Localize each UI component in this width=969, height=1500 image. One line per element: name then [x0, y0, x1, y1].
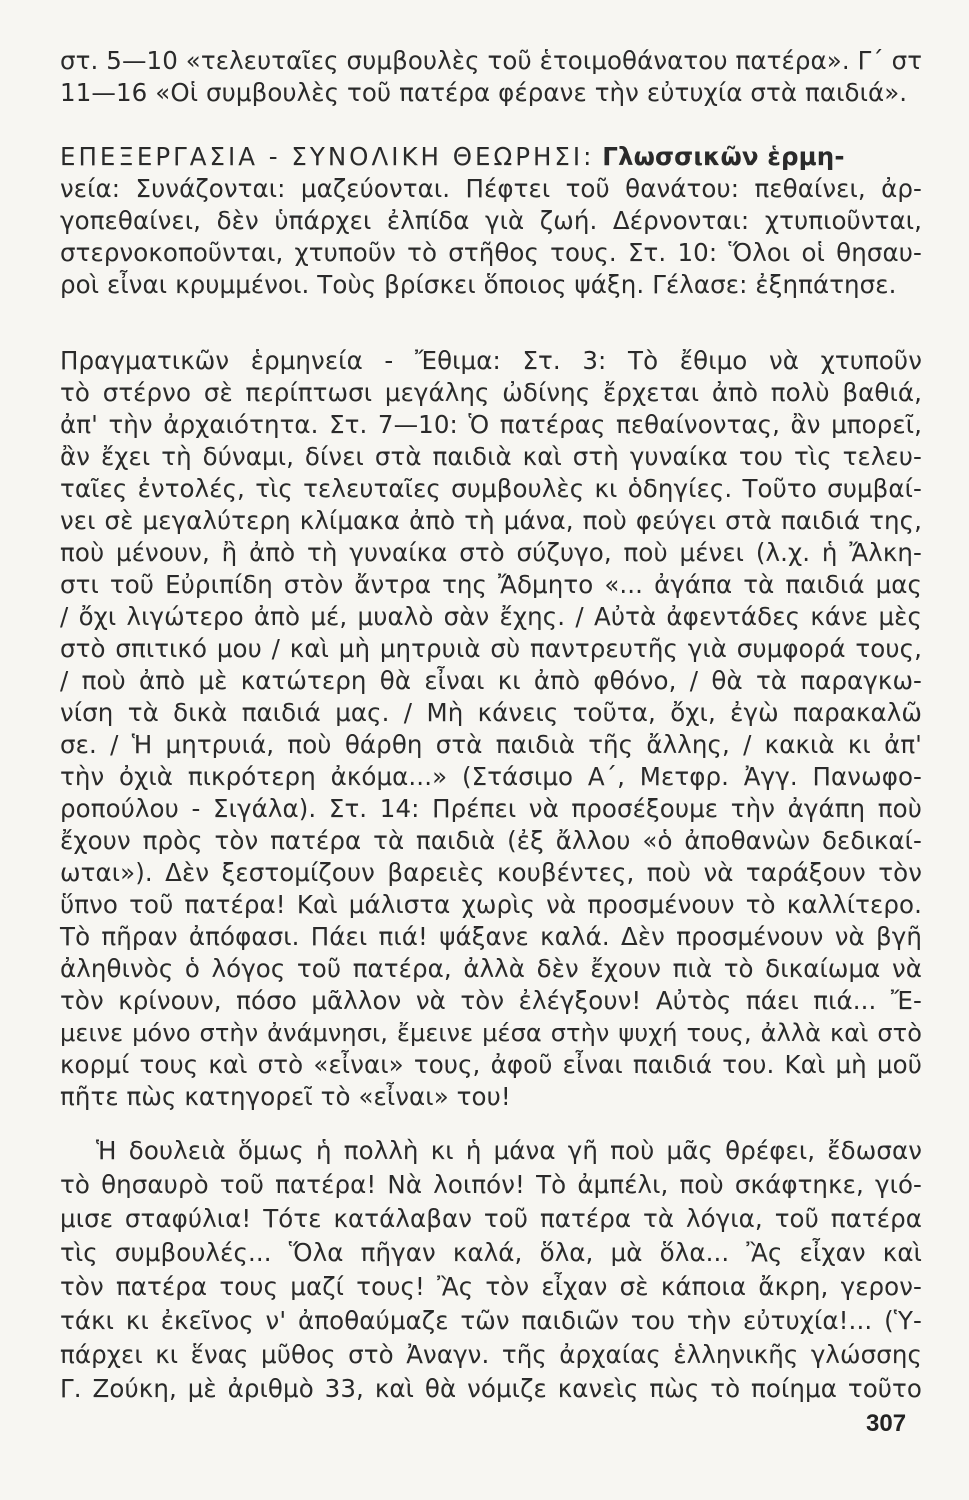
- text-line: νεία: Συνάζονται: μαζεύονται. Πέφτει τοῦ θανάτου: πεθαίνει, ἀρ-: [60, 174, 922, 203]
- heading-caps: ΕΠΕΞΕΡΓΑΣΙΑ - ΣΥΝΟΛΙΚΗ ΘΕΩΡΗΣΙ:: [60, 142, 595, 171]
- text-line: Τὸ πῆραν ἀπόφασι. Πάει πιά! ψάξανε καλά. Δὲν προσμένουν νὰ βγῆ: [60, 922, 922, 951]
- heading-bold: Γλωσσικῶν ἑρμη-: [602, 142, 845, 171]
- text-line: τὸ θησαυρὸ τοῦ πατέρα! Νὰ λοιπόν! Τὸ ἀμπέλι, ποὺ σκάφτηκε, γιό-: [60, 1170, 922, 1199]
- section-heading: [60, 142, 922, 172]
- text-line: 11—16 «Οἱ συμβουλὲς τοῦ πατέρα φέρανε τὴν εὐτυχία στὰ παιδιά».: [60, 78, 908, 107]
- page-number: 307: [866, 1410, 907, 1437]
- text-line: τὶς συμβουλές... Ὅλα πῆγαν καλά, ὅλα, μὰ ὅλα... Ἂς εἶχαν καὶ: [60, 1238, 922, 1267]
- text-line: Γ. Ζούκη, μὲ ἀριθμὸ 33, καὶ θὰ νόμιζε κανεὶς πὼς τὸ ποίημα τοῦτο: [60, 1374, 922, 1403]
- text-line: γοπεθαίνει, δὲν ὑπάρχει ἐλπίδα γιὰ ζωή. Δέρνονται: χτυπιοῦνται,: [60, 206, 922, 235]
- text-line: τάκι κι ἐκεῖνος ν' ἀποθαύμαζε τῶν παιδιῶν του τὴν εὐτυχία!... (Ὑ-: [60, 1306, 922, 1335]
- text-line: στ. 5—10 «τελευταῖες συμβουλὲς τοῦ ἑτοιμοθάνατου πατέρα». Γ΄ στ: [60, 46, 923, 75]
- text-line: στερνοκοποῦνται, χτυποῦν τὸ στῆθος τους. Στ. 10: Ὅλοι οἱ θησαυ-: [60, 238, 922, 267]
- text-line: μεινε μόνο στὴν ἀνάμνησι, ἔμεινε μέσα στὴν ψυχή τους, ἀλλὰ καὶ στὸ: [60, 1019, 922, 1047]
- text-line: στὸ σπιτικό μου / καὶ μὴ μητρυιὰ σὺ παντρευτῆς γιὰ συμφορά τους,: [60, 634, 922, 663]
- text-line: ωται»). Δὲν ξεστομίζουν βαρειὲς κουβέντες, ποὺ νὰ ταράξουν τὸν: [60, 858, 922, 887]
- text-line: μισε σταφύλια! Τότε κατάλαβαν τοῦ πατέρα τὰ λόγια, τοῦ πατέρα: [60, 1204, 922, 1233]
- text-line: σε. / Ἡ μητρυιά, ποὺ θάρθη στὰ παιδιὰ τῆς ἄλλης, / κακιὰ κι ἀπ': [60, 730, 922, 759]
- text-line: / ποὺ ἀπὸ μὲ κατώτερη θὰ εἶναι κι ἀπὸ φθόνο, / θὰ τὰ παραγκω-: [60, 666, 922, 695]
- text-line: ροὶ εἶναι κρυμμένοι. Τοὺς βρίσκει ὅποιος ψάξη. Γέλασε: ἐξηπάτησε.: [60, 270, 897, 299]
- text-line: πάρχει κι ἕνας μῦθος στὸ Ἀναγν. τῆς ἀρχαίας ἑλληνικῆς γλώσσης: [60, 1340, 922, 1369]
- text-line: κορμί τους καὶ στὸ «εἶναι» τους, ἀφοῦ εἶναι παιδιά του. Καὶ μὴ μοῦ: [60, 1050, 922, 1079]
- text-line: ταῖες ἐντολές, τὶς τελευταῖες συμβουλὲς κι ὁδηγίες. Τοῦτο συμβαί-: [60, 474, 922, 503]
- text-line: νίση τὰ δικὰ παιδιά μας. / Μὴ κάνεις τοῦτα, ὄχι, ἐγὼ παρακαλῶ: [60, 698, 922, 727]
- text-line: ἀληθινὸς ὁ λόγος τοῦ πατέρα, ἀλλὰ δὲν ἔχουν πιὰ τὸ δικαίωμα νὰ: [60, 954, 922, 983]
- text-line: ἂν ἔχει τὴ δύναμι, δίνει στὰ παιδιὰ καὶ στὴ γυναίκα του τὶς τελευ-: [60, 442, 922, 471]
- text-line: τὸν πατέρα τους μαζί τους! Ἂς τὸν εἶχαν σὲ κάποια ἄκρη, γερον-: [60, 1272, 922, 1301]
- text-line: πῆτε πὼς κατηγορεῖ τὸ «εἶναι» του!: [60, 1082, 511, 1111]
- text-line: τὸν κρίνουν, πόσο μᾶλλον νὰ τὸν ἐλέγξουν! Αὐτὸς πάει πιά... Ἔ-: [60, 986, 922, 1015]
- text-line: νει σὲ μεγαλύτερη κλίμακα ἀπὸ τὴ μάνα, ποὺ φεύγει στὰ παιδιά της,: [60, 506, 922, 535]
- text-line: ὕπνο τοῦ πατέρα! Καὶ μάλιστα χωρὶς νὰ προσμένουν τὸ καλλίτερο.: [60, 890, 922, 919]
- text-line: ροπούλου - Σιγάλα). Στ. 14: Πρέπει νὰ προσέξουμε τὴν ἀγάπη ποὺ: [60, 794, 922, 823]
- text-line: στι τοῦ Εὐριπίδη στὸν ἄντρα της Ἄδμητο «... ἀγάπα τὰ παιδιά μας: [60, 570, 922, 599]
- text-line: Ἡ δουλειὰ ὅμως ἡ πολλὴ κι ἡ μάνα γῆ ποὺ μᾶς θρέφει, ἔδωσαν: [96, 1136, 922, 1165]
- text-line: τὴν ὀχιὰ πικρότερη ἀκόμα...» (Στάσιμο Α΄, Μετφρ. Ἀγγ. Πανωφο-: [60, 762, 922, 791]
- text-line: Πραγματικῶν ἑρμηνεία - Ἔθιμα: Στ. 3: Τὸ ἔθιμο νὰ χτυποῦν: [60, 346, 922, 375]
- text-line: ἀπ' τὴν ἀρχαιότητα. Στ. 7—10: Ὁ πατέρας πεθαίνοντας, ἂν μπορεῖ,: [60, 410, 922, 439]
- text-line: ἔχουν πρὸς τὸν πατέρα τὰ παιδιὰ (ἐξ ἄλλου «ὁ ἀποθανὼν δεδικαί-: [60, 826, 922, 855]
- text-line: ποὺ μένουν, ἢ ἀπὸ τὴ γυναίκα στὸ σύζυγο, ποὺ μένει (λ.χ. ἡ Ἄλκη-: [60, 538, 922, 567]
- text-line: / ὄχι λιγώτερο ἀπὸ μέ, μυαλὸ σὰν ἔχης. / Αὐτὰ ἀφεντάδες κάνε μὲς: [60, 602, 922, 631]
- text-line: τὸ στέρνο σὲ περίπτωσι μεγάλης ὠδίνης ἔρχεται ἀπὸ πολὺ βαθιά,: [60, 378, 922, 407]
